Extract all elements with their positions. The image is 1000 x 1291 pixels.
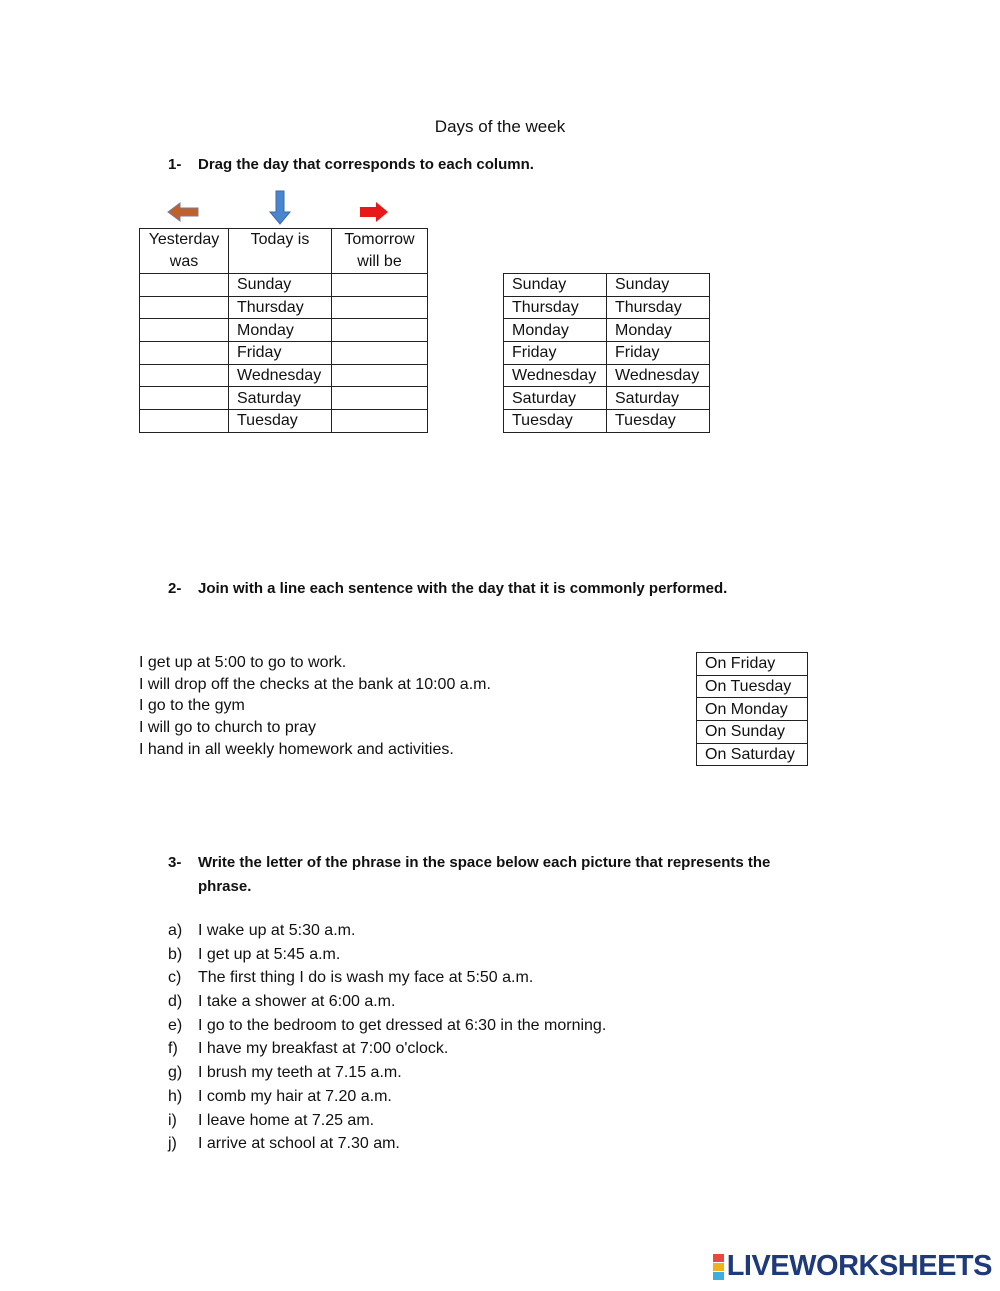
list-item — [168, 1109, 606, 1133]
sentence-item[interactable]: I go to the gym — [139, 697, 245, 715]
logo-blocks-icon — [713, 1254, 724, 1280]
question-1-text: Drag the day that corresponds to each column. — [198, 156, 534, 173]
phrase-text: The first thing I do is wash my face at 5:50 a.m. — [198, 969, 534, 987]
list-item — [168, 990, 606, 1014]
table-row — [140, 296, 428, 319]
draggable-day[interactable]: Friday — [504, 342, 607, 365]
sentence-item[interactable]: I get up at 5:00 to go to work. — [139, 654, 347, 671]
question-1-heading — [168, 156, 534, 173]
question-3-text: Write the letter of the phrase in the space below each picture that represents the phrase. — [198, 854, 771, 895]
table-row — [697, 721, 808, 744]
day-option[interactable]: On Friday — [697, 653, 808, 676]
tomorrow-drop-slot[interactable] — [332, 296, 428, 319]
day-option[interactable]: On Monday — [697, 698, 808, 721]
tomorrow-drop-slot[interactable] — [332, 342, 428, 365]
tomorrow-drop-slot[interactable] — [332, 319, 428, 342]
phrase-letter: h) — [168, 1087, 183, 1105]
day-word-bank — [503, 273, 710, 433]
list-item — [168, 943, 606, 967]
list-item — [168, 1132, 606, 1156]
today-cell: Tuesday — [229, 410, 332, 433]
today-cell: Thursday — [229, 296, 332, 319]
yesterday-drop-slot[interactable] — [140, 296, 229, 319]
draggable-day[interactable]: Tuesday — [607, 410, 710, 433]
today-cell: Saturday — [229, 387, 332, 410]
phrase-text: I comb my hair at 7.20 a.m. — [198, 1087, 392, 1105]
down-arrow-icon — [268, 190, 292, 226]
draggable-day[interactable]: Thursday — [607, 296, 710, 319]
phrase-letter: b) — [168, 945, 183, 963]
draggable-day[interactable]: Sunday — [504, 274, 607, 297]
list-item — [168, 966, 606, 990]
list-item — [168, 1061, 606, 1085]
page-title: Days of the week — [434, 117, 566, 136]
phrase-letter: g) — [168, 1064, 183, 1082]
header-today: Today is — [229, 229, 332, 274]
question-2-number: 2- — [168, 580, 182, 597]
header-yesterday: Yesterday was — [140, 229, 229, 274]
table-row — [504, 274, 710, 297]
phrase-letter: d) — [168, 993, 183, 1011]
phrase-letter: i) — [168, 1111, 177, 1129]
phrase-text: I leave home at 7.25 am. — [198, 1111, 375, 1129]
phrase-text: I go to the bedroom to get dressed at 6:30 in the morning. — [198, 1016, 607, 1034]
sentence-item[interactable]: I will drop off the checks at the bank at 10:00 a.m. — [139, 675, 491, 693]
draggable-day[interactable]: Monday — [607, 319, 710, 342]
day-option[interactable]: On Sunday — [697, 721, 808, 744]
phrase-text: I get up at 5:45 a.m. — [198, 945, 341, 963]
list-item — [168, 1085, 606, 1109]
phrase-list — [168, 919, 606, 1156]
table-row — [140, 387, 428, 410]
phrase-text: I have my breakfast at 7:00 o'clock. — [198, 1040, 449, 1058]
draggable-day[interactable]: Tuesday — [504, 410, 607, 433]
yesterday-drop-slot[interactable] — [140, 274, 229, 297]
today-cell: Monday — [229, 319, 332, 342]
left-arrow-icon — [166, 200, 202, 224]
tomorrow-drop-slot[interactable] — [332, 410, 428, 433]
day-option[interactable]: On Saturday — [697, 743, 808, 766]
table-row — [504, 296, 710, 319]
tomorrow-drop-slot[interactable] — [332, 387, 428, 410]
phrase-letter: a) — [168, 922, 183, 939]
table-row — [504, 319, 710, 342]
days-header-row — [140, 229, 428, 274]
table-row — [140, 410, 428, 433]
phrase-text: I brush my teeth at 7.15 a.m. — [198, 1064, 402, 1082]
yesterday-drop-slot[interactable] — [140, 342, 229, 365]
sentence-list — [139, 652, 491, 761]
days-answer-table — [139, 228, 428, 433]
draggable-day[interactable]: Wednesday — [607, 364, 710, 387]
phrase-text: I arrive at school at 7.30 am. — [198, 1135, 400, 1153]
question-3-heading — [168, 851, 818, 899]
phrase-letter: c) — [168, 969, 182, 987]
yesterday-drop-slot[interactable] — [140, 410, 229, 433]
liveworksheets-logo — [713, 1250, 992, 1283]
today-cell: Wednesday — [229, 364, 332, 387]
question-1-number: 1- — [168, 156, 182, 173]
draggable-day[interactable]: Wednesday — [504, 364, 607, 387]
table-row — [504, 410, 710, 433]
sentence-item[interactable]: I hand in all weekly homework and activities. — [139, 740, 454, 758]
table-row — [697, 675, 808, 698]
draggable-day[interactable]: Monday — [504, 319, 607, 342]
yesterday-drop-slot[interactable] — [140, 319, 229, 342]
table-row — [697, 698, 808, 721]
table-row — [697, 653, 808, 676]
table-row — [140, 342, 428, 365]
yesterday-drop-slot[interactable] — [140, 387, 229, 410]
draggable-day[interactable]: Sunday — [607, 274, 710, 297]
phrase-letter: j) — [168, 1135, 177, 1153]
right-arrow-icon — [358, 200, 390, 224]
table-row — [140, 274, 428, 297]
tomorrow-drop-slot[interactable] — [332, 364, 428, 387]
table-row — [140, 319, 428, 342]
table-row — [504, 364, 710, 387]
phrase-letter: e) — [168, 1016, 183, 1034]
tomorrow-drop-slot[interactable] — [332, 274, 428, 297]
table-row — [504, 387, 710, 410]
question-3-number: 3- — [168, 854, 182, 871]
header-tomorrow: Tomorrow will be — [332, 229, 428, 274]
yesterday-drop-slot[interactable] — [140, 364, 229, 387]
draggable-day[interactable]: Thursday — [504, 296, 607, 319]
question-2-text: Join with a line each sentence with the day that it is commonly performed. — [198, 580, 728, 597]
day-option[interactable]: On Tuesday — [697, 675, 808, 698]
logo-text: LIVEWORKSHEETS — [726, 1250, 992, 1282]
today-cell: Friday — [229, 342, 332, 365]
today-cell: Sunday — [229, 274, 332, 297]
table-row — [140, 364, 428, 387]
table-row — [504, 342, 710, 365]
list-item — [168, 919, 606, 943]
phrase-text: I wake up at 5:30 a.m. — [198, 922, 356, 939]
list-item — [168, 1014, 606, 1038]
table-row — [697, 743, 808, 766]
day-match-options — [696, 652, 808, 766]
phrase-text: I take a shower at 6:00 a.m. — [198, 993, 396, 1011]
sentence-item[interactable]: I will go to church to pray — [139, 719, 316, 737]
list-item — [168, 1037, 606, 1061]
question-2-heading — [168, 580, 727, 597]
draggable-day[interactable]: Friday — [607, 342, 710, 365]
draggable-day[interactable]: Saturday — [607, 387, 710, 410]
draggable-day[interactable]: Saturday — [504, 387, 607, 410]
phrase-letter: f) — [168, 1040, 178, 1058]
